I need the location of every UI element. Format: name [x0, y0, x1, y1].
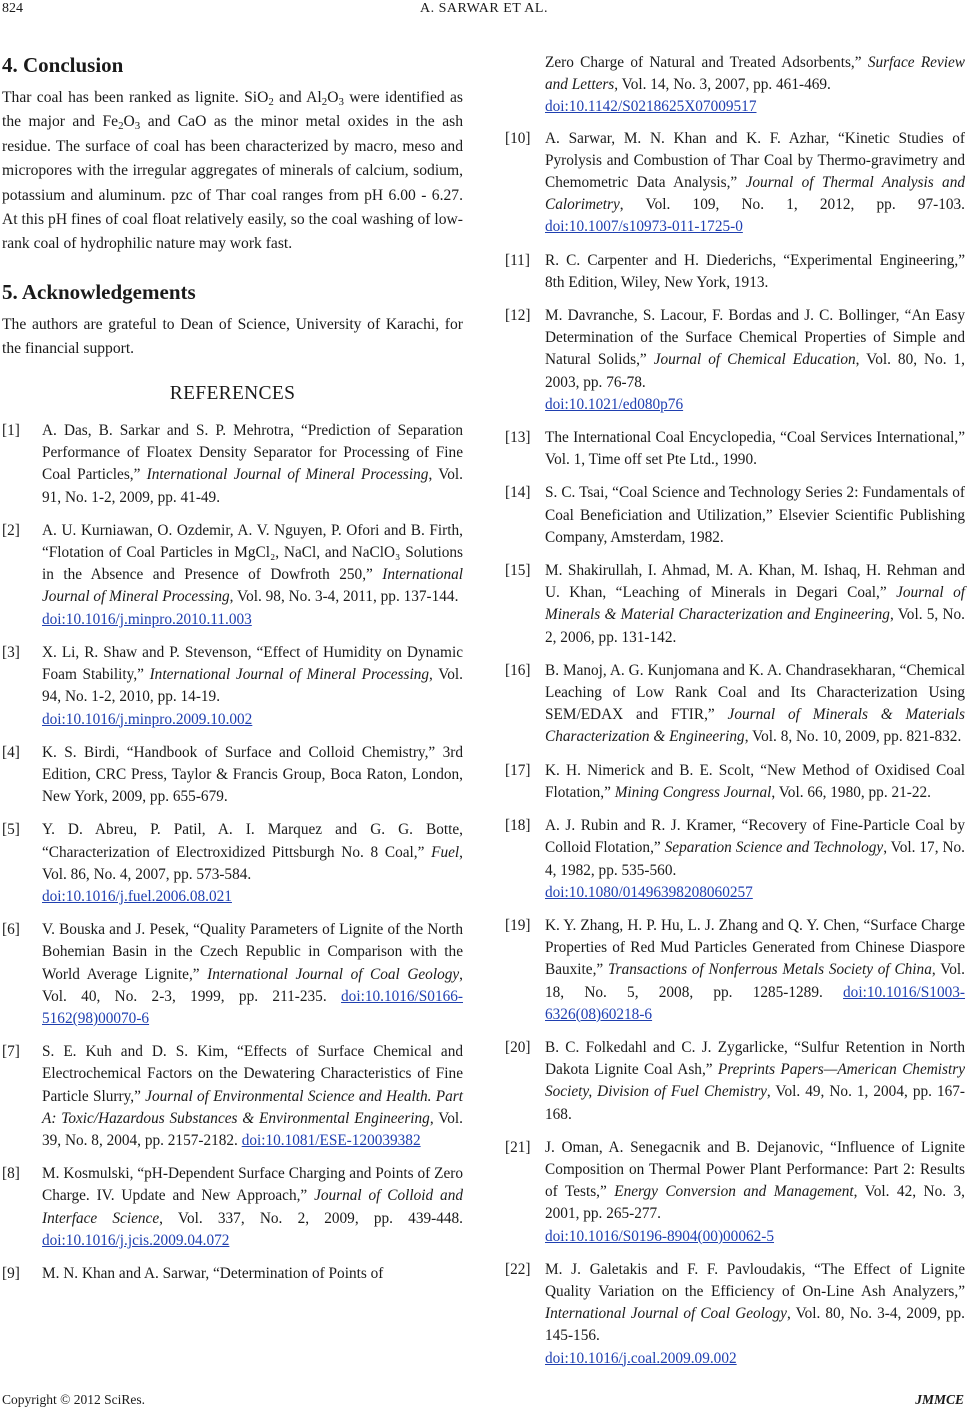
journal-title: Journal of Environmental Science and Health. Part A: Toxic/Hazardous Substances & Environmental Engineering	[42, 1087, 463, 1127]
reference-item: [10] A. Sarwar, M. N. Khan and K. F. Azhar, “Kinetic Studies of Pyrolysis and Combustion of Thar Coal by Thermo-gravimetry and Chemometric Data Analysis,” Journal of Thermal Analysis and Calorimetry, Vol. 109, No. 1, 2012, pp. 97-103. doi:10.1007/s10973-011-1725-0	[505, 129, 965, 236]
reference-number: [14]	[505, 484, 531, 502]
reference-number: [8]	[2, 1165, 20, 1183]
doi-link[interactable]: doi:10.1016/j.coal.2009.09.002	[545, 1349, 737, 1367]
doi-link[interactable]: doi:10.1016/j.fuel.2006.08.021	[42, 887, 232, 905]
doi-link[interactable]: doi:10.1016/S0166-5162(98)00070-6	[42, 987, 463, 1027]
reference-number: [10]	[505, 129, 531, 147]
journal-title: Journal of Colloid and Interface Science	[42, 1187, 463, 1227]
acknowledgements-heading: 5. Acknowledgements	[2, 279, 196, 304]
reference-item: [18] A. J. Rubin and R. J. Kramer, “Recovery of Fine-Particle Coal by Colloid Flotation,” Separation Science and Technology, Vol. 17, No. 4, 1982, pp. 535-560. doi:10.1080/01496398208060257	[505, 817, 965, 901]
reference-number: [4]	[2, 743, 20, 761]
doi-link[interactable]: doi:10.1007/s10973-011-1725-0	[545, 218, 743, 236]
reference-item: [12] M. Davranche, S. Lacour, F. Bordas and J. C. Bollinger, “An Easy Determination of the Surface Chemical Properties of Simple and Natural Solids,” Journal of Chemical Education, Vol. 80, No. 1, 2003, pp. 76-78. doi:10.1021/ed080p76	[505, 307, 965, 413]
reference-number: [1]	[2, 422, 20, 440]
reference-item: [1] A. Das, B. Sarkar and S. P. Mehrotra, “Prediction of Separation Performance of Floatex Density Separator for Processing of Fine Coal Particles,” International Journal of Mineral Processing, Vol. 91, No. 1-2, 2009, pp. 41-49.	[2, 422, 464, 506]
reference-number: [9]	[2, 1264, 20, 1282]
running-head: A. SARWAR ET AL.	[420, 1, 548, 16]
journal-title: International Journal of Mineral Processing	[42, 566, 463, 606]
reference-number: [13]	[505, 429, 531, 447]
reference-number: [16]	[505, 661, 531, 679]
journal-title: Journal of Minerals & Material Characterization and Engineering	[545, 584, 966, 624]
journal-title: Transactions of Nonferrous Metals Society of China	[607, 961, 932, 979]
right-column	[505, 52, 965, 1381]
reference-item: [15] M. Shakirullah, I. Ahmad, M. A. Khan, M. Ishaq, H. Rehman and U. Khan, “Leaching of Minerals in Degari Coal,” Journal of Minerals & Material Characterization and Engineering, Vol. 5, No. 2, 2006, pp. 131-142.	[505, 562, 966, 646]
reference-number: [22]	[505, 1260, 531, 1278]
reference-number: [19]	[505, 916, 531, 934]
copyright: Copyright © 2012 SciRes.	[2, 1392, 146, 1407]
reference-number: [5]	[2, 821, 20, 839]
journal-title: Mining Congress Journal	[614, 783, 772, 801]
reference-number: [3]	[2, 643, 20, 661]
reference-item: [7] S. E. Kuh and D. S. Kim, “Effects of Surface Chemical and Electrochemical Factors on the Dewatering Characteristics of Fine Particle Slurry,” Journal of Environmental Science and Health. Part A: Toxic/Hazardous Substances & Environmental Engineering, Vol. 39, No. 8, 2004, pp. 2157-2182. doi:10.1081/ESE-120039382	[2, 1043, 464, 1149]
doi-link[interactable]: doi:10.1016/S0196-8904(00)00062-5	[545, 1227, 775, 1245]
reference-item: [20] B. C. Folkedahl and C. J. Zygarlicke, “Sulfur Retention in North Dakota Lignite Coal Ash,” Preprints Papers—American Chemistry Society, Division of Fuel Chemistry, Vol. 49, No. 1, 2004, pp. 167-168.	[505, 1038, 965, 1123]
reference-item: [19] K. Y. Zhang, H. P. Hu, L. J. Zhang and Q. Y. Chen, “Surface Charge Properties of Red Mud Particles Generated from Chinese Diaspore Bauxite,” Transactions of Nonferrous Metals Society of China, Vol. 18, No. 5, 2008, pp. 1285-1289. doi:10.1016/S1003-6326(08)60218-6	[505, 916, 965, 1023]
reference-item: [17] K. H. Nimerick and B. E. Scolt, “New Method of Oxidised Coal Flotation,” Mining Congress Journal, Vol. 66, 1980, pp. 21-22.	[505, 761, 965, 801]
acknowledgements-text: The authors are grateful to Dean of Science, University of Karachi, for the financial support.	[2, 315, 463, 358]
reference-number: [11]	[505, 251, 530, 269]
reference-number: [12]	[505, 307, 531, 325]
left-column	[2, 52, 463, 1296]
reference-number: [2]	[2, 521, 20, 539]
page-number: 824	[2, 1, 23, 16]
reference-item: [11] R. C. Carpenter and H. Diederichs, “Experimental Engineering,” 8th Edition, Wiley, New York, 1913.	[505, 251, 965, 291]
references-heading: REFERENCES	[169, 382, 296, 404]
journal-title: International Journal of Coal Geology	[207, 965, 460, 983]
journal-abbrev: JMMCE	[915, 1392, 964, 1407]
reference-item: [2] A. U. Kurniawan, O. Ozdemir, A. V. Nguyen, P. Ofori and B. Firth, “Flotation of Coal Particles in MgCl₂, NaCl, and NaClO₃ Solutions in the Absence and Presence of Dowfroth 250,” International Journal of Mineral Processing, Vol. 98, No. 3-4, 2011, pp. 137-144. doi:10.1016/j.minpro.2010.11.003	[2, 521, 463, 628]
journal-title: International Journal of Mineral Processing	[149, 666, 430, 684]
journal-title: Preprints Papers—American Chemistry Society, Division of Fuel Chemistry	[545, 1061, 965, 1101]
reference-number: [6]	[2, 921, 20, 939]
doi-link[interactable]: doi:10.1021/ed080p76	[545, 395, 684, 413]
conclusion-text: Thar coal has been ranked as lignite. SiO$_2$ and $Al_2O_3$ were identified as the major and $Fe_2O_3$ and CaO as the minor metal oxides in the ash residue. The surface of coal has been characterized by macro, meso and micropores with the irregular aggregates of minerals of calcium, sodium, potassium and aluminum. pzc of Thar coal ranges from pH 6.00 - 6.27. At this pH fines of coal float relatively easily, so the coal washing of low-rank coal of hydrophilic nature may work fast.	[2, 89, 464, 253]
journal-title: International Journal of Coal Geology	[545, 1305, 787, 1323]
conclusion-heading: 4. Conclusion	[2, 53, 124, 77]
doi-link[interactable]: doi:10.1016/j.jcis.2009.04.072	[42, 1231, 230, 1249]
reference-item: [13] The International Coal Encyclopedia, “Coal Services International,” Vol. 1, Time off set Pte Ltd., 1990.	[505, 429, 965, 469]
reference-item: [5] Y. D. Abreu, P. Patil, A. I. Marquez and G. G. Botte, “Characterization of Electroxidized Pittsburgh No. 8 Coal,” Fuel, Vol. 86, No. 4, 2007, pp. 573-584. doi:10.1016/j.fuel.2006.08.021	[2, 821, 463, 905]
doi-link[interactable]: doi:10.1016/S1003-6326(08)60218-6	[545, 983, 965, 1023]
reference-number: [20]	[505, 1038, 531, 1056]
journal-title: Journal of Chemical Education	[653, 351, 856, 369]
reference-number: [7]	[2, 1043, 20, 1061]
reference-item: [14] S. C. Tsai, “Coal Science and Technology Series 2: Fundamentals of Coal Beneficiation and Utilization,” Elsevier Scientific Publishing Company, Amsterdam, 1982.	[505, 484, 965, 546]
reference-list-left	[2, 420, 463, 1285]
reference-list-right	[505, 128, 965, 1370]
reference-number: [21]	[505, 1138, 531, 1156]
doi-link[interactable]: doi:10.1142/S0218625X07009517	[545, 98, 757, 116]
reference-number: [15]	[505, 562, 531, 580]
doi-link[interactable]: doi:10.1016/j.minpro.2010.11.003	[42, 610, 252, 628]
reference-item: [21] J. Oman, A. Senegacnik and B. Dejanovic, “Influence of Lignite Composition on Thermal Power Plant Performance: Part 2: Results of Tests,” Energy Conversion and Management, Vol. 42, No. 3, 2001, pp. 265-277. doi:10.1016/S0196-8904(00)00062-5	[505, 1138, 966, 1245]
reference-item: [6] V. Bouska and J. Pesek, “Quality Parameters of Lignite of the North Bohemian Basin in the Czech Republic in Comparison with the World Average Lignite,” International Journal of Coal Geology, Vol. 40, No. 2-3, 1999, pp. 211-235. doi:10.1016/S0166-5162(98)00070-6	[2, 921, 463, 1027]
journal-title: Fuel	[431, 843, 460, 861]
reference-item: [8] M. Kosmulski, “pH-Dependent Surface Charging and Points of Zero Charge. IV. Update and New Approach,” Journal of Colloid and Interface Science, Vol. 337, No. 2, 2009, pp. 439-448. doi:10.1016/j.jcis.2009.04.072	[2, 1165, 463, 1249]
journal-title: International Journal of Mineral Processing	[146, 466, 429, 484]
reference-number: [17]	[505, 761, 531, 779]
journal-title: Journal of Minerals & Materials Characterization & Engineering	[545, 706, 965, 746]
reference-item: [3] X. Li, R. Shaw and P. Stevenson, “Effect of Humidity on Dynamic Foam Stability,” International Journal of Mineral Processing, Vol. 94, No. 1-2, 2010, pp. 14-19. doi:10.1016/j.minpro.2009.10.002	[2, 643, 463, 728]
reference-9-continued: Zero Charge of Natural and Treated Adsorbents,” Surface Review and Letters, Vol. 14, No. 3, 2007, pp. 461-469. doi:10.1142/S0218625X07009517	[545, 54, 965, 116]
page-header	[0, 0, 968, 24]
reference-item: [22] M. J. Galetakis and F. F. Pavloudakis, “The Effect of Lignite Quality Variation on the Efficiency of On-Line Ash Analyzers,” International Journal of Coal Geology, Vol. 80, No. 3-4, 2009, pp. 145-156. doi:10.1016/j.coal.2009.09.002	[505, 1260, 965, 1367]
reference-item: [9] M. N. Khan and A. Sarwar, “Determination of Points of	[2, 1263, 463, 1285]
reference-number: [18]	[505, 817, 531, 835]
doi-link[interactable]: doi:10.1081/ESE-120039382	[241, 1131, 421, 1149]
reference-item: [4] K. S. Birdi, “Handbook of Surface and Colloid Chemistry,” 3rd Edition, CRC Press, Taylor & Francis Group, Boca Raton, London, New York, 2009, pp. 655-679.	[2, 743, 463, 806]
reference-item: [16] B. Manoj, A. G. Kunjomana and K. A. Chandrasekharan, “Chemical Leaching of Low Rank Coal and Its Characterization Using SEM/EDAX and FTIR,” Journal of Minerals & Materials Characterization & Engineering, Vol. 8, No. 10, 2009, pp. 821-832.	[505, 661, 965, 746]
doi-link[interactable]: doi:10.1080/01496398208060257	[545, 883, 753, 901]
journal-title: Separation Science and Technology	[664, 839, 884, 857]
journal-title: Energy Conversion and Management	[614, 1183, 854, 1201]
doi-link[interactable]: doi:10.1016/j.minpro.2009.10.002	[42, 710, 253, 728]
journal-title: Journal of Thermal Analysis and Calorimetry	[545, 174, 965, 214]
